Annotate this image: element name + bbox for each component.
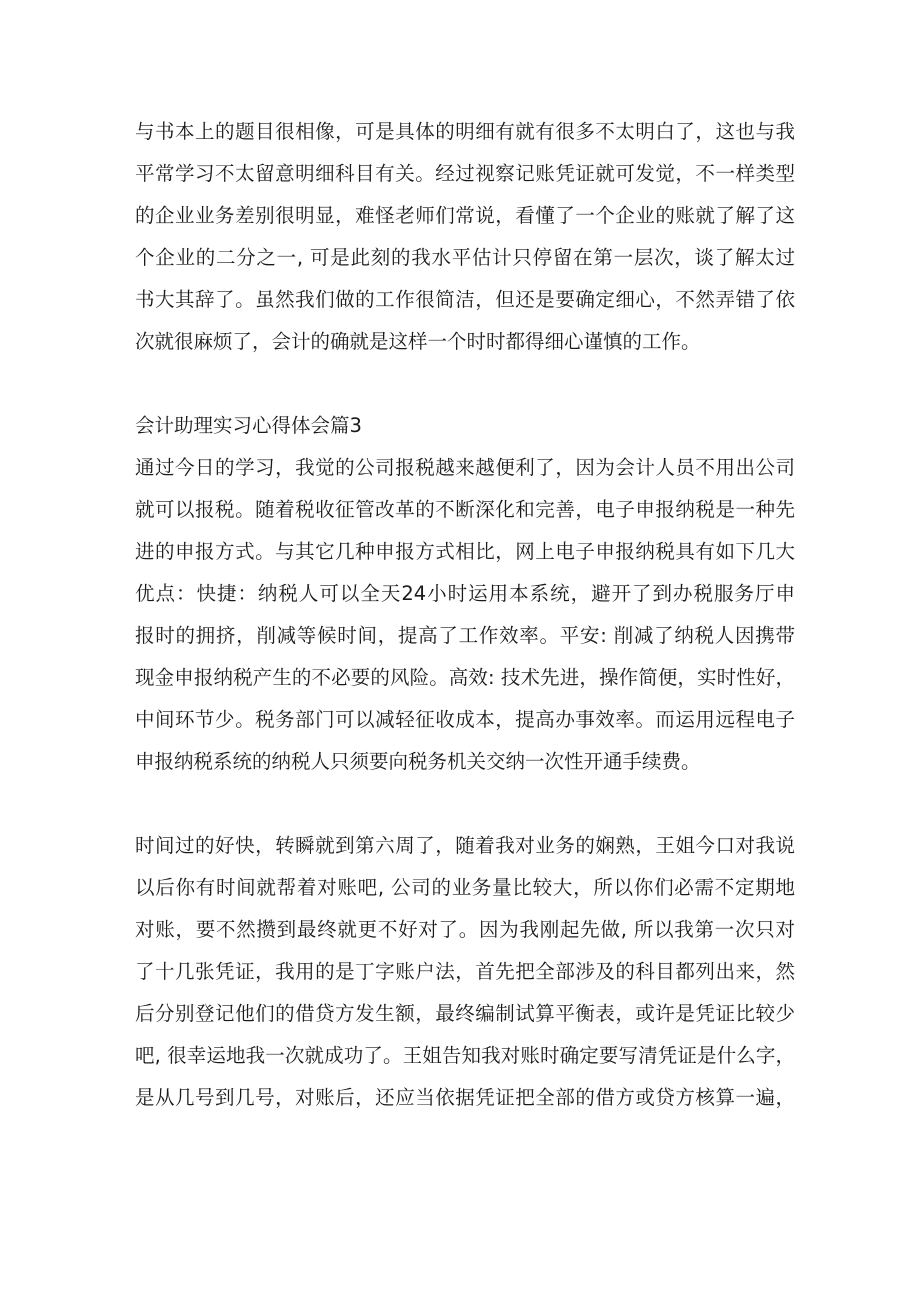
paragraph-line: 对账，要不然攒到最终就更不好对了。因为我刚起先做, 所以我第一次只对 (135, 918, 795, 941)
paragraph-1 (135, 111, 795, 363)
paragraph-2 (135, 447, 795, 783)
paragraph-line: 现金申报纳税产生的不必要的风险。高效: 技术先进，操作简便，实时性好， (135, 666, 795, 689)
paragraph-line: 与书本上的题目很相像，可是具体的明细有就有很多不太明白了，这也与我 (135, 120, 795, 143)
paragraph-line: 吧, 很幸运地我一次就成功了。王姐告知我对账时确定要写清凭证是什么字， (135, 1044, 795, 1067)
paragraph-line: 个企业的二分之一, 可是此刻的我水平估计只停留在第一层次，谈了解太过 (135, 246, 795, 269)
paragraph-line: 申报纳税系统的纳税人只须要向税务机关交纳一次性开通手续费。 (135, 750, 701, 773)
paragraph-line: 的企业业务差别很明显，难怪老师们常说，看懂了一个企业的账就了解了这 (135, 204, 795, 227)
section-heading (135, 405, 795, 447)
paragraph-line: 以后你有时间就帮着对账吧, 公司的业务量比较大，所以你们必需不定期地 (135, 876, 795, 899)
paragraph-line: 中间环节少。税务部门可以减轻征收成本，提高办事效率。而运用远程电子 (135, 708, 795, 731)
section-heading-text: 会计助理实习心得体会篇3 (135, 414, 362, 437)
paragraph-line: 次就很麻烦了，会计的确就是这样一个时时都得细心谨慎的工作。 (135, 330, 701, 353)
paragraph-line: 时间过的好快，转瞬就到第六周了，随着我对业务的娴熟，王姐今口对我说 (135, 834, 795, 857)
paragraph-line: 进的申报方式。与其它几种申报方式相比，网上电子申报纳税具有如下几大 (135, 540, 795, 563)
paragraph-line: 后分别登记他们的借贷方发生额，最终编制试算平衡表，或许是凭证比较少 (135, 1002, 795, 1025)
paragraph-3 (135, 825, 795, 1119)
paragraph-line: 平常学习不太留意明细科目有关。经过视察记账凭证就可发觉，不一样类型 (135, 162, 795, 185)
paragraph-line: 书大其辞了。虽然我们做的工作很简洁，但还是要确定细心，不然弄错了依 (135, 288, 795, 311)
paragraph-line: 通过今日的学习，我觉的公司报税越来越便利了，因为会计人员不用出公司 (135, 456, 795, 479)
paragraph-line: 了十几张凭证，我用的是丁字账户法，首先把全部涉及的科目都列出来，然 (135, 960, 795, 983)
paragraph-line: 优点：快捷：纳税人可以全天24小时运用本系统，避开了到办税服务厅申 (135, 582, 795, 605)
paragraph-line: 报时的拥挤，削减等候时间，提高了工作效率。平安: 削减了纳税人因携带 (135, 624, 795, 647)
paragraph-line: 是从几号到几号，对账后，还应当依据凭证把全部的借方或贷方核算一遍， (135, 1086, 795, 1109)
paragraph-line: 就可以报税。随着税收征管改革的不断深化和完善，电子申报纳税是一种先 (135, 498, 795, 521)
